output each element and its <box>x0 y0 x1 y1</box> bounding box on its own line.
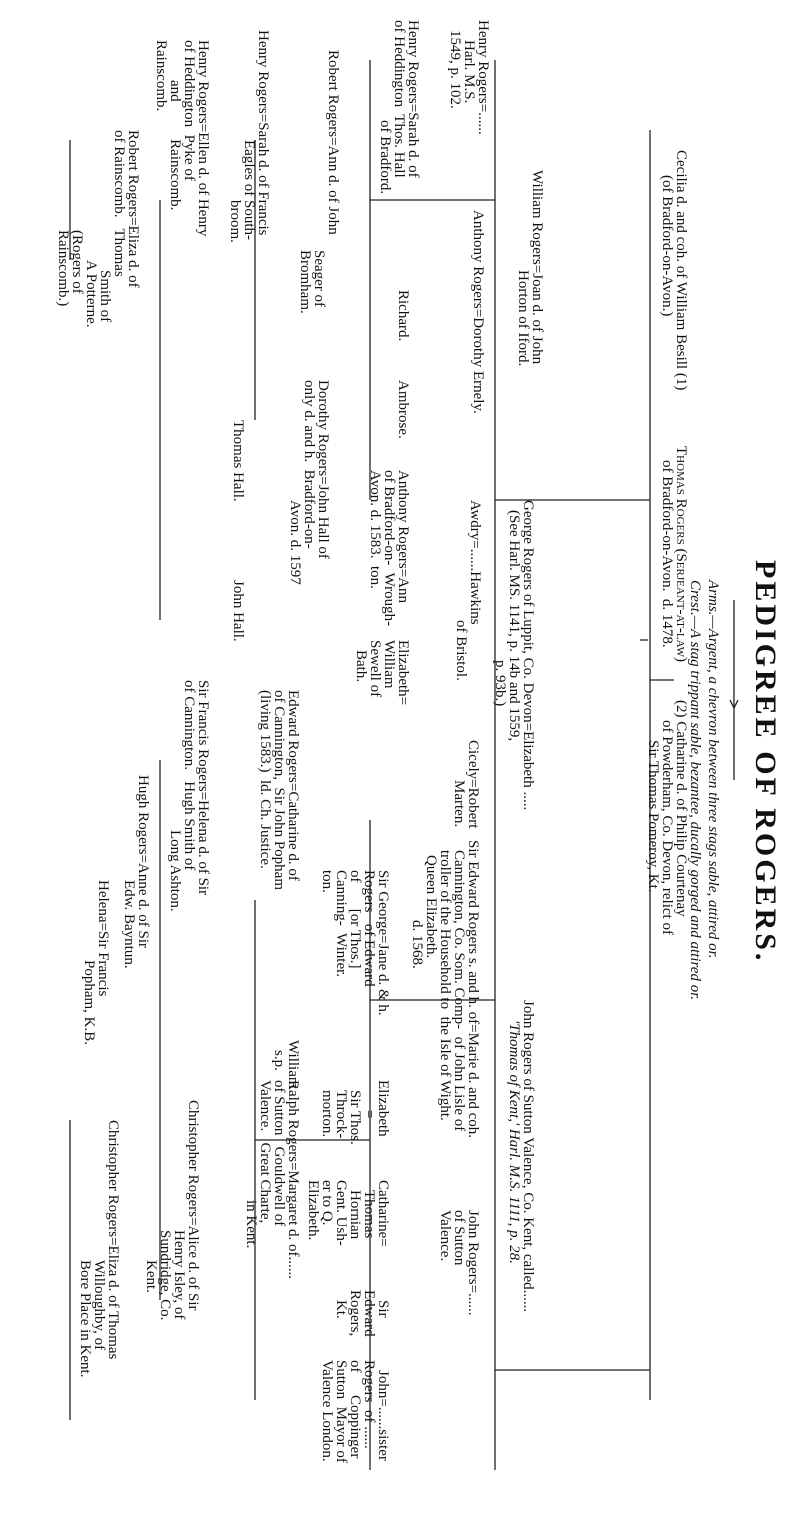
page-title: PEDIGREE OF ROGERS. <box>749 560 782 964</box>
robert-rogers: Robert Rogers=Ann d. of John <box>325 50 341 235</box>
george-rogers-luppit-2: (See Harl. MS. 1141, p. 14b and 1559, <box>506 510 522 742</box>
henry-rogers-eagles: Henry Rogers=Sarah d. of Francis <box>255 30 271 236</box>
elizabeth-throckmorton-4: Throck- <box>333 1090 349 1139</box>
william-rogers-2: Horton of Iford. <box>515 270 531 367</box>
robert-rogers-rainscomb-5: (Rogers of <box>69 230 85 294</box>
sir-george-rogers: Sir George=Jane d. & h. <box>375 870 391 1016</box>
robert-rogers-3: Bromham. <box>297 250 313 314</box>
elizabeth-sewell-4: Bath. <box>353 650 369 683</box>
elizabeth-sewell-3: Sewell of <box>367 640 383 698</box>
ralph-rogers: Ralph Rogers=Margaret d. of...... <box>285 1080 301 1279</box>
ambrose: Ambrose. <box>395 380 411 439</box>
henry-rogers-pyke-4: Rainscomb. <box>153 40 169 112</box>
john-rogers-coppinger-5: Valence London. <box>319 1360 335 1462</box>
sir-edward-rogers-kt: Sir <box>375 1300 391 1318</box>
robert-rogers-2: Seager of <box>311 250 327 308</box>
richard: Richard. <box>395 290 411 342</box>
john-hall: John Hall. <box>230 580 246 642</box>
elizabeth-sewell: Elizabeth= <box>395 640 411 706</box>
john-rogers-coppinger: John=......sister <box>375 1370 391 1461</box>
edward-rogers-cannington-3: (living 1583.) ld. Ch. Justice. <box>257 690 273 869</box>
thomas-rogers-place: of Bradford-on-Avon. d. 1478. <box>659 460 675 648</box>
catharine-courtenay-3: Sir Thomas Pomeroy, Kt. <box>645 740 661 893</box>
sir-francis-rogers-2: of Cannington. Hugh Smith of <box>181 680 197 871</box>
cicely-marten-2: Marten. <box>451 780 467 828</box>
sir-edward-rogers-5: d. 1568. <box>409 920 425 969</box>
catharine-courtenay: (2) Catharine d. of Philip Courtenay <box>673 700 689 917</box>
sir-edward-rogers-2: Cannington, Co. Som. Comp- of John Lisle of <box>451 850 467 1132</box>
dorothy-rogers-2: only d. and h. Bradford-on- <box>301 380 317 549</box>
hugh-rogers-2: Edw. Bayntun. <box>121 880 137 969</box>
ralph-rogers-3: Valence. Great Charte, <box>257 1080 273 1224</box>
cicely-marten: Cicely=Robert <box>465 740 481 829</box>
henry-rogers-pyke-3: and Rainscomb. <box>167 80 183 211</box>
henry-rogers-eagles-3: broom. <box>227 200 243 243</box>
robert-rogers-rainscomb-2: of Rainscomb. Thomas <box>111 130 127 277</box>
catharine-courtenay-2: of Powderham, Co. Devon, relict of <box>659 720 675 935</box>
john-rogers-sutton-2: 'Thomas of Kent,' Harl. M.S. 1111, p. 28. <box>506 1020 522 1264</box>
sir-edward-rogers-kt-4: Kt. <box>333 1300 349 1319</box>
sir-george-rogers-5: ton. <box>319 870 335 893</box>
catharine-hornian-5: er to Q. <box>319 1180 335 1226</box>
helena-popham-2: Popham, K.B. <box>81 960 97 1046</box>
christopher-rogers-isley-3: Sundridge, Co. <box>157 1230 173 1321</box>
sir-george-rogers-4: Canning- Winter. <box>333 870 349 978</box>
crest-line: Crest.—A stag trippant sable, bezantee, ducally gorged and attired or. <box>687 580 703 1001</box>
anthony-rogers-bradford-3: Avon. d. 1583. ton. <box>367 470 383 589</box>
henry-rogers-harl-3: 1549, p. 102. <box>447 30 463 109</box>
sir-edward-rogers-kt-3: Rogers, <box>347 1290 363 1337</box>
anthony-rogers-bradford-2: of Bradford-on- Wrough- <box>381 470 397 627</box>
thomas-hall: Thomas Hall. <box>230 420 246 502</box>
christopher-rogers-isley: Christopher Rogers=Alice d. of Sir <box>185 1100 201 1311</box>
sir-francis-rogers-3: Long Ashton. <box>167 830 183 912</box>
henry-rogers-heddington: Henry Rogers=Sarah d. of <box>405 20 421 178</box>
robert-rogers-rainscomb-3: Smith of <box>97 270 113 323</box>
anthony-rogers-bradford: Anthony Rogers=Ann <box>395 470 411 604</box>
christopher-rogers-willoughby-2: Willoughby, of <box>91 1260 107 1351</box>
william-rogers: William Rogers=Joan d. of John <box>529 170 545 365</box>
sir-francis-rogers: Sir Francis Rogers=Helena d. of Sir <box>195 680 211 896</box>
robert-rogers-rainscomb: Robert Rogers=Eliza d. of <box>125 130 141 288</box>
john-rogers-sutton: John Rogers of Sutton Valence, Co. Kent, called...... <box>520 1000 536 1313</box>
catharine-hornian-4: Gent. Ush- <box>333 1180 349 1246</box>
elizabeth-throckmorton-2: = <box>361 1110 377 1119</box>
catharine-hornian-6: Elizabeth. <box>305 1180 321 1241</box>
john-rogers-coppinger-3: of Coppinger <box>347 1360 363 1459</box>
elizabeth-throckmorton-3: Sir Thos. <box>347 1090 363 1145</box>
john-rogers-coppinger-2: Rogers of ...... <box>361 1360 377 1449</box>
elizabeth-throckmorton: Elizabeth <box>375 1080 391 1137</box>
christopher-rogers-isley-2: Henry Isley, of <box>171 1230 187 1320</box>
christopher-rogers-willoughby-3: Bore Place in Kent. <box>77 1260 93 1378</box>
john-rogers-coppinger-4: Sutton Mayor of <box>333 1360 349 1463</box>
john-rogers-valence-2: of Sutton <box>451 1210 467 1266</box>
edward-rogers-cannington-2: of Cannington, Sir John Popham <box>271 690 287 891</box>
cecilia-besill-place: (of Bradford-on-Avon.) <box>659 175 675 317</box>
elizabeth-throckmorton-5: morton. <box>319 1090 335 1138</box>
dorothy-rogers: Dorothy Rogers=John Hall of <box>315 380 331 559</box>
sir-george-rogers-2: Rogers of Edward <box>361 870 377 987</box>
george-rogers-luppit-3: p. 93b.) <box>492 660 508 707</box>
awdry: Awdry=......Hawkins <box>467 500 483 625</box>
anthony-rogers: Anthony Rogers=Dorothy Ernely. <box>470 210 486 414</box>
sir-edward-rogers-4: Queen Elizabeth. <box>423 855 439 959</box>
ralph-rogers-2: of Sutton Gouldwell of <box>271 1080 287 1227</box>
robert-rogers-rainscomb-6: Rainscomb.) <box>55 230 71 307</box>
george-rogers-luppit: George Rogers of Luppit, Co. Devon=Elizabeth ..... <box>520 500 536 811</box>
john-rogers-valence-3: Valence. <box>437 1210 453 1262</box>
henry-rogers-eagles-2: Eagles of South- <box>241 140 257 240</box>
hugh-rogers: Hugh Rogers=Anne d. of Sir <box>135 775 151 949</box>
edward-rogers-cannington: Edward Rogers=Catharine d. of <box>285 690 301 881</box>
william-sp-2: s.p. <box>271 1050 287 1071</box>
ralph-rogers-4: in Kent. <box>243 1200 259 1249</box>
henry-rogers-heddington-3: of Bradford. <box>377 120 393 195</box>
robert-rogers-rainscomb-4: A Potterne. <box>83 260 99 328</box>
thomas-rogers: Thomas Rogers (Serjeant-at-law) <box>673 446 689 663</box>
catharine-hornian: Catharine= <box>375 1180 391 1247</box>
sir-edward-rogers-3: troller of the Household to the Isle of Wight. <box>437 850 453 1121</box>
henry-rogers-heddington-2: of Heddington Thos. Hall <box>391 20 407 178</box>
sir-edward-rogers: Sir Edward Rogers s. and h. of=Marie d. and coh. <box>465 840 481 1138</box>
arms-line: Arms.—Argent, a chevron between three stags sable, attired or. <box>705 580 721 959</box>
john-rogers-valence: John Rogers=...... <box>465 1210 481 1316</box>
cecilia-besill: Cecilia d. and coh. of William Besill (1) <box>673 150 689 391</box>
catharine-hornian-2: Thomas <box>361 1190 377 1239</box>
henry-rogers-harl: Henry Rogers=...... <box>475 20 491 135</box>
christopher-rogers-isley-4: Kent. <box>143 1260 159 1293</box>
christopher-rogers-willoughby: Christopher Rogers=Eliza d. of Thomas <box>105 1120 121 1360</box>
elizabeth-sewell-2: William <box>381 640 397 689</box>
henry-rogers-harl-2: Harl. M.S. <box>461 40 477 104</box>
sir-edward-rogers-kt-2: Edward <box>361 1290 377 1337</box>
awdry-2: of Bristol. <box>453 620 469 681</box>
sir-george-rogers-3: of [or Thos.] <box>347 870 363 969</box>
henry-rogers-pyke: Henry Rogers=Ellen d. of Henry <box>195 40 211 237</box>
catharine-hornian-3: Hornian <box>347 1190 363 1240</box>
dorothy-rogers-3: Avon. d. 1597 <box>287 500 303 585</box>
henry-rogers-pyke-2: of Heddington Pyke of <box>181 40 197 181</box>
helena-popham: Helena=Sir Francis <box>95 880 111 997</box>
william-sp: William <box>285 1040 301 1089</box>
